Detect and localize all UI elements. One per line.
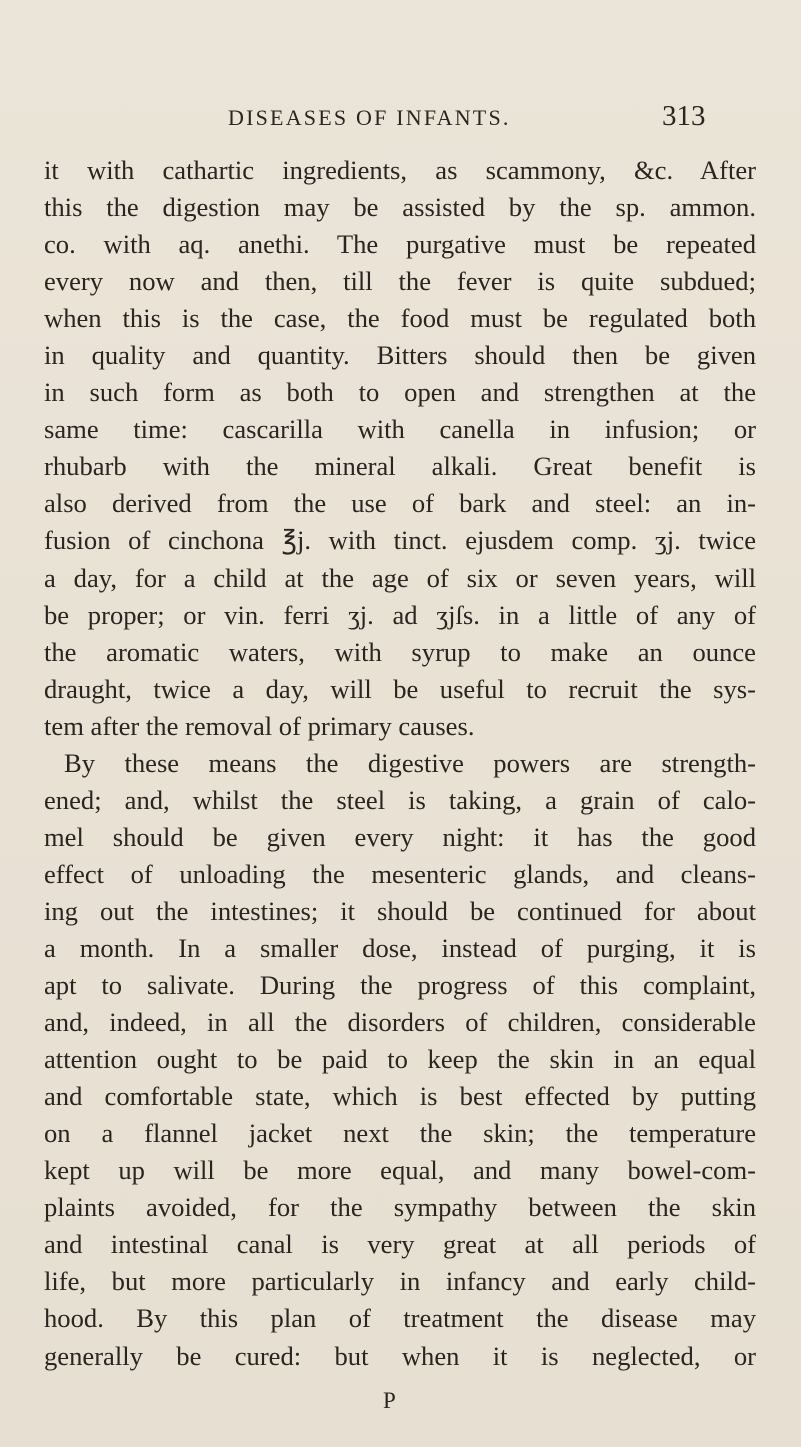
text-line: attention ought to be paid to keep the skin in an equal xyxy=(44,1044,756,1075)
text-line: also derived from the use of bark and steel: an in- xyxy=(44,488,756,519)
text-line: fusion of cinchona ℥j. with tinct. ejusdem comp. ʒj. twice xyxy=(44,525,756,556)
text-line: be proper; or vin. ferri ʒj. ad ʒjſs. in a little of any of xyxy=(44,599,756,630)
text-line: it with cathartic ingredients, as scammony, &c. After xyxy=(44,155,756,185)
body-text xyxy=(44,152,756,1375)
text-line: same time: cascarilla with canella in infusion; or xyxy=(44,414,756,445)
text-line: and intestinal canal is very great at all periods of xyxy=(44,1229,756,1260)
text-line: when this is the case, the food must be regulated both xyxy=(44,303,756,334)
text-line: ened; and, whilst the steel is taking, a grain of calo- xyxy=(44,784,756,815)
running-title: DISEASES OF INFANTS. xyxy=(228,105,511,130)
text-line: this the digestion may be assisted by the sp. ammon. xyxy=(44,192,756,223)
text-line: every now and then, till the fever is quite subdued; xyxy=(44,266,756,297)
text-line: in such form as both to open and strengthen at the xyxy=(44,377,756,408)
text-line: the aromatic waters, with syrup to make an ounce xyxy=(44,636,756,667)
running-head xyxy=(0,100,801,140)
text-line: generally be cured: but when it is neglected, or xyxy=(44,1340,756,1371)
text-line: plaints avoided, for the sympathy between the skin xyxy=(44,1192,756,1223)
text-line: and, indeed, in all the disorders of children, considerable xyxy=(44,1007,756,1038)
text-line: effect of unloading the mesenteric glands, and cleans- xyxy=(44,858,756,889)
text-line: By these means the digestive powers are strength- xyxy=(64,747,756,778)
text-line: tem after the removal of primary causes. xyxy=(44,710,475,741)
text-line: a day, for a child at the age of six or seven years, will xyxy=(44,562,756,593)
text-line: and comfortable state, which is best effected by putting xyxy=(44,1081,756,1112)
text-line: kept up will be more equal, and many bowel-com- xyxy=(44,1155,756,1186)
text-line: a month. In a smaller dose, instead of purging, it is xyxy=(44,932,756,963)
text-line: ing out the intestines; it should be continued for about xyxy=(44,895,756,926)
text-line: draught, twice a day, will be useful to recruit the sys- xyxy=(44,673,756,704)
text-line: mel should be given every night: it has the good xyxy=(44,821,756,852)
text-line: on a flannel jacket next the skin; the temperature xyxy=(44,1118,756,1149)
text-line: hood. By this plan of treatment the disease may xyxy=(44,1303,756,1334)
text-line: rhubarb with the mineral alkali. Great benefit is xyxy=(44,451,756,482)
signature-mark: P xyxy=(383,1388,396,1413)
text-line: life, but more particularly in infancy and early child- xyxy=(44,1266,756,1297)
text-line: apt to salivate. During the progress of this complaint, xyxy=(44,970,756,1001)
page-number: 313 xyxy=(662,100,706,132)
text-line: co. with aq. anethi. The purgative must be repeated xyxy=(44,229,756,260)
text-line: in quality and quantity. Bitters should then be given xyxy=(44,340,756,371)
